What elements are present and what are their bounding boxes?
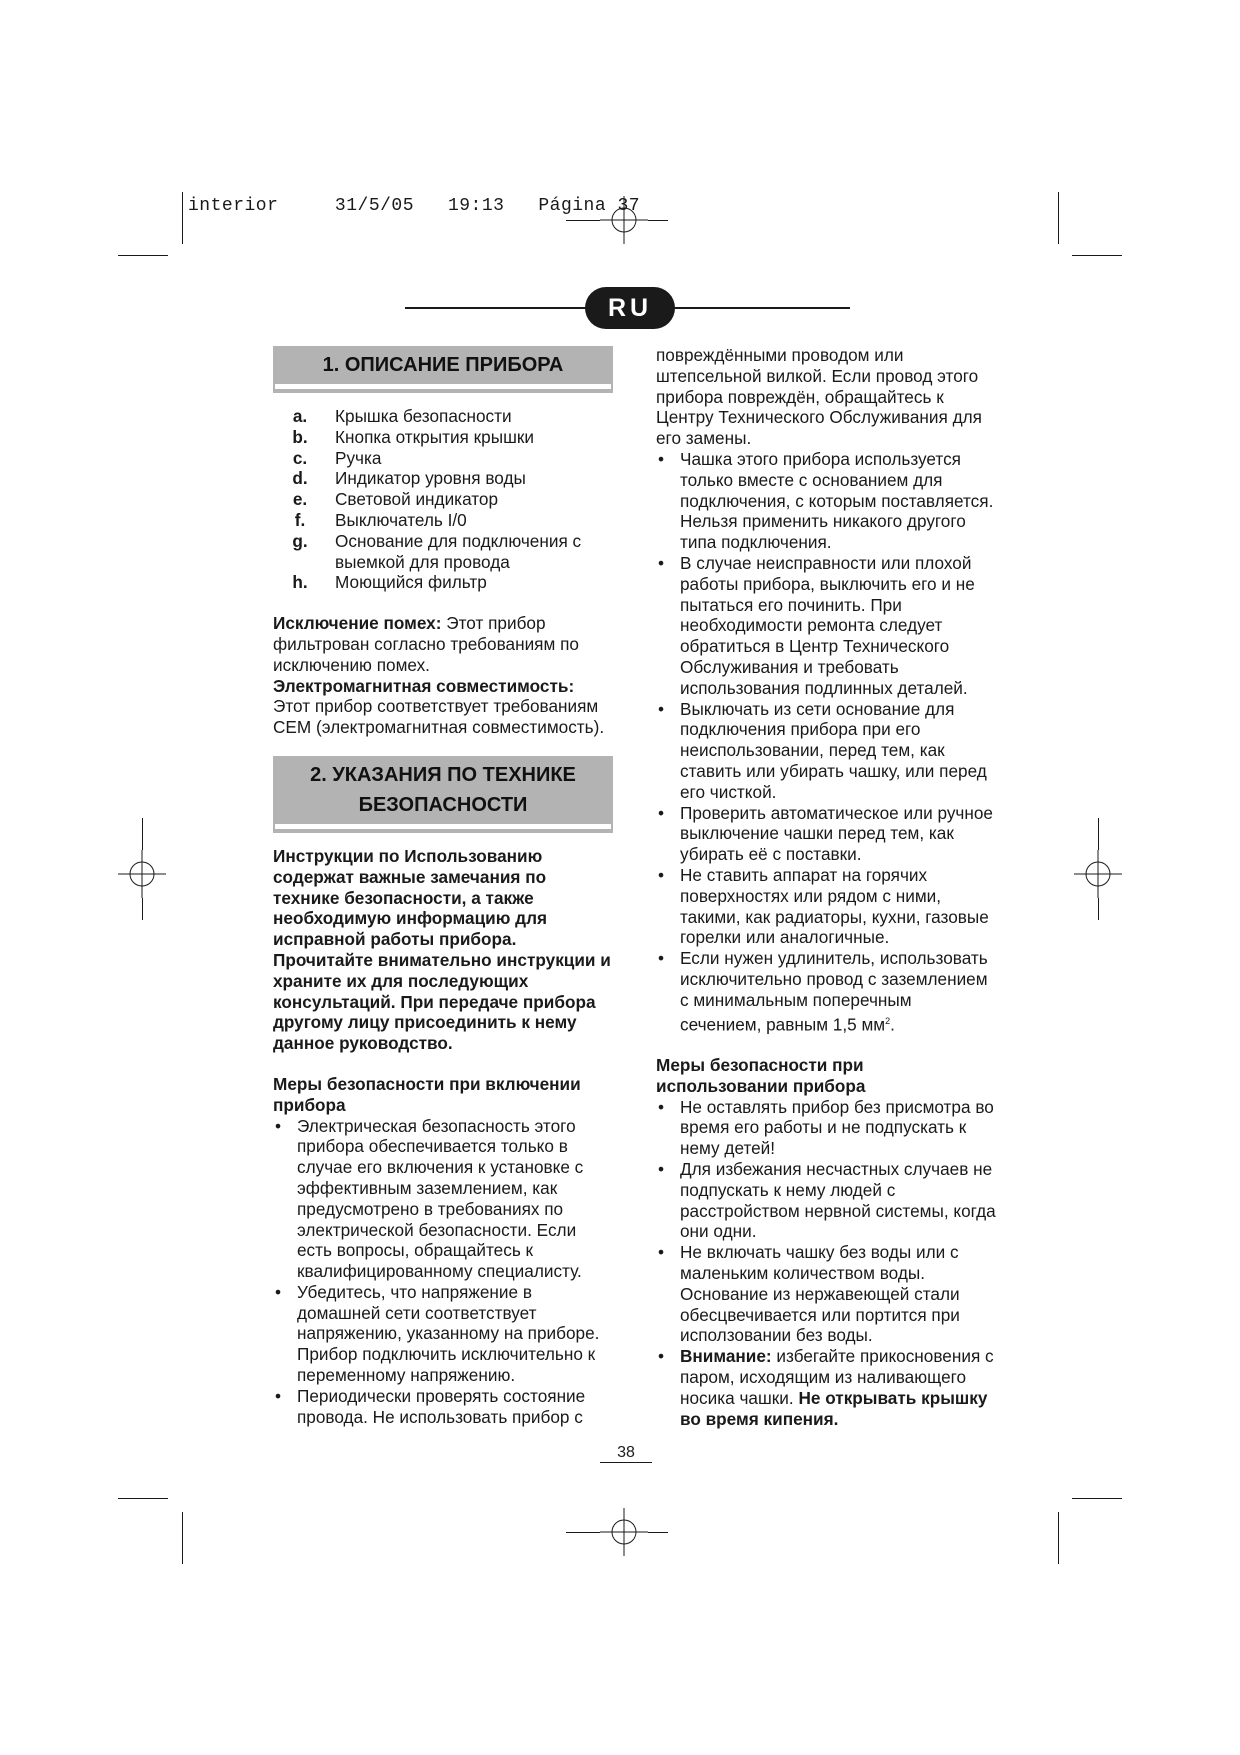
parts-list [273,406,613,593]
bullet-text: Чашка этого прибора используется только вместе с основанием для подключения, с которым поставляется. Нельзя применить никакого другого типа подключения. [680,448,994,553]
bullet-icon: • [658,448,665,469]
interference-paragraph [273,613,613,675]
bullet-text [680,1346,996,1429]
bullet-icon: • [658,864,665,885]
page-number: 38 [600,1444,652,1463]
extension-superscript: 2 [885,1015,891,1026]
extension-end: . [890,1014,895,1035]
warning-text: избегайте прикосновения с паром, исходящим из наливающего носика чашки. [680,1346,994,1408]
list-item [273,448,613,469]
item-label: Моющийся фильтр [335,572,487,593]
item-label: Выключатель I/0 [335,509,467,530]
list-item [656,803,996,865]
interference-label: Исключение помех: [273,613,442,634]
item-label: Индикатор уровня воды [335,468,526,489]
bullet-text: Выключать из сети основание для подключения прибора при его неиспользовании, перед тем, как ставить или убирать чашку, или перед его чисткой. [680,698,987,802]
list-item [656,948,996,1035]
crop-mark [566,1532,600,1533]
list-item [656,449,996,553]
bullet-icon: • [275,1115,282,1136]
list-item [656,553,996,699]
crop-mark [1072,1498,1122,1499]
warning-bold-text: Не открывать крышку во время кипения. [680,1387,988,1429]
bullet-icon: • [275,1385,282,1406]
crop-mark [142,898,143,920]
emc-label: Электромагнитная совместимость: [273,675,575,696]
bullet-icon: • [658,948,665,969]
item-label: Кнопка открытия крышки [335,426,534,447]
registration-mark-icon [600,196,648,244]
section-1-heading [273,346,613,384]
bullet-icon: • [658,1159,665,1180]
item-letter: g. [292,530,308,551]
crop-mark [182,192,183,244]
list-item [273,406,613,427]
bullet-text: Для избежания несчастных случаев не подпускать к нему людей с расстройством нервной системы, когда они одни. [680,1159,996,1242]
bullet-text: Не ставить аппарат на горячих поверхностях или рядом с ними, такими, как радиаторы, кухни, газовые горелки или аналогичные. [680,864,989,948]
extension-text: Если нужен удлинитель, использовать исключительно провод с заземлением с минимальным поперечным сечением, равным 1,5 мм [680,948,988,1035]
item-letter: a. [292,406,308,426]
crop-mark [182,1512,183,1564]
list-item [273,1386,613,1428]
usage-safety-heading: Меры безопасности при использовании прибора [656,1055,866,1096]
item-letter: c. [292,447,308,468]
crop-mark [1072,255,1122,256]
bullet-icon: • [658,1096,665,1117]
list-item [656,1159,996,1242]
continuation-text: повреждёнными проводом или штепсельной вилкой. Если провод этого прибора повреждён, обращайтесь к Центру Технического Обслуживания для его замены. [656,345,982,449]
list-item [273,468,613,489]
crop-mark [142,818,143,850]
list-item [273,489,613,510]
registration-mark-icon [1074,850,1122,898]
crop-mark [566,220,600,221]
bullet-text: Убедитесь, что напряжение в домашней сети соответствует напряжению, указанному на приборе. Прибор подключить исключительно к переменному напряжению. [297,1281,600,1386]
bullet-icon: • [275,1281,282,1302]
bullet-text: В случае неисправности или плохой работы прибора, выключить его и не пытаться его починить. При необходимости ремонта следует обратиться в Центр Технического Обслуживания и требовать использования подлинных деталей. [680,552,975,698]
bullet-icon: • [658,1242,665,1263]
section-1-title: 1. ОПИСАНИЕ ПРИБОРА [322,354,564,376]
item-label: Световой индикатор [335,489,499,510]
crop-mark [118,255,168,256]
list-item [656,1242,996,1346]
bullet-icon: • [658,802,665,823]
item-letter: b. [292,426,308,447]
safety-intro: Инструкции по Использованию содержат важные замечания по технике безопасности, а также необходимую информацию для исправной работы прибора. Прочитайте внимательно инструкции и храните их для последующих консультаций. При передаче прибора другому лицу присоединить к нему данное руководство. [273,845,611,1054]
bullet-text: Проверить автоматическое или ручное выключение чашки перед тем, как убирать её с поставки. [680,802,993,865]
crop-mark [1098,818,1099,850]
list-item [273,510,613,531]
item-letter: f. [294,509,306,530]
warning-label: Внимание: [680,1346,772,1367]
usage-safety-list [656,1097,996,1430]
item-label: Ручка [335,447,382,468]
list-item [273,1282,613,1386]
bullet-icon: • [658,1346,665,1367]
crop-mark [1098,898,1099,920]
right-column [656,345,996,1429]
registration-mark-icon [600,1508,648,1556]
section-2-title-line-1: 2. УКАЗАНИЯ ПО ТЕХНИКЕ [310,763,576,786]
bullet-text: Электрическая безопасность этого прибора обеспечивается только в случае его включения к установке с эффективным заземлением, как предусмотрено в требованиях по электрической безопасности. Если есть вопросы, обращайтесь к квалифицированному специалисту. [297,1115,584,1282]
crop-mark [1058,192,1059,244]
item-label: Крышка безопасности [335,406,512,426]
bullet-text: Не оставлять прибор без присмотра во время его работы и не подпускать к нему детей! [680,1096,994,1159]
crop-mark [1058,1512,1059,1564]
safety-list [656,449,996,1035]
list-item [273,1116,613,1282]
list-item [656,1097,996,1159]
item-letter: d. [292,468,308,489]
list-item [273,572,613,593]
list-item [273,531,613,573]
list-item [656,865,996,948]
interference-text: Этот прибор фильтрован согласно требованиям по исключению помех. [273,613,579,675]
list-item [273,427,613,448]
list-item [656,699,996,803]
connection-safety-heading: Меры безопасности при включении прибора [273,1073,581,1115]
bullet-icon: • [658,552,665,573]
section-2-heading [273,756,613,824]
bullet-text: Не включать чашку без воды или с маленьким количеством воды. Основание из нержавеющей стали обесцвечивается или портится при исползовании без воды. [680,1242,960,1346]
bullet-text [680,948,996,1035]
list-item [656,1346,996,1429]
item-label: Основание для подключения с выемкой для провода [335,530,582,572]
language-badge: RU [585,287,675,329]
crop-mark [648,1532,668,1533]
connection-safety-list [273,1116,613,1428]
section-2-title-line-2: БЕЗОПАСНОСТИ [358,793,528,816]
bullet-icon: • [658,698,665,719]
item-letter: h. [292,572,308,593]
item-letter: e. [292,489,308,510]
crop-mark [648,220,668,221]
registration-mark-icon [118,850,166,898]
crop-mark [118,1498,168,1499]
bullet-text: Периодически проверять состояние провода. Не использовать прибор с [297,1385,586,1427]
print-header: interior 31/5/05 19:13 Página 37 [188,196,641,216]
left-column [273,346,613,1427]
emc-text: Этот прибор соответствует требованиям CEM (электромагнитная совместимость). [273,696,605,738]
